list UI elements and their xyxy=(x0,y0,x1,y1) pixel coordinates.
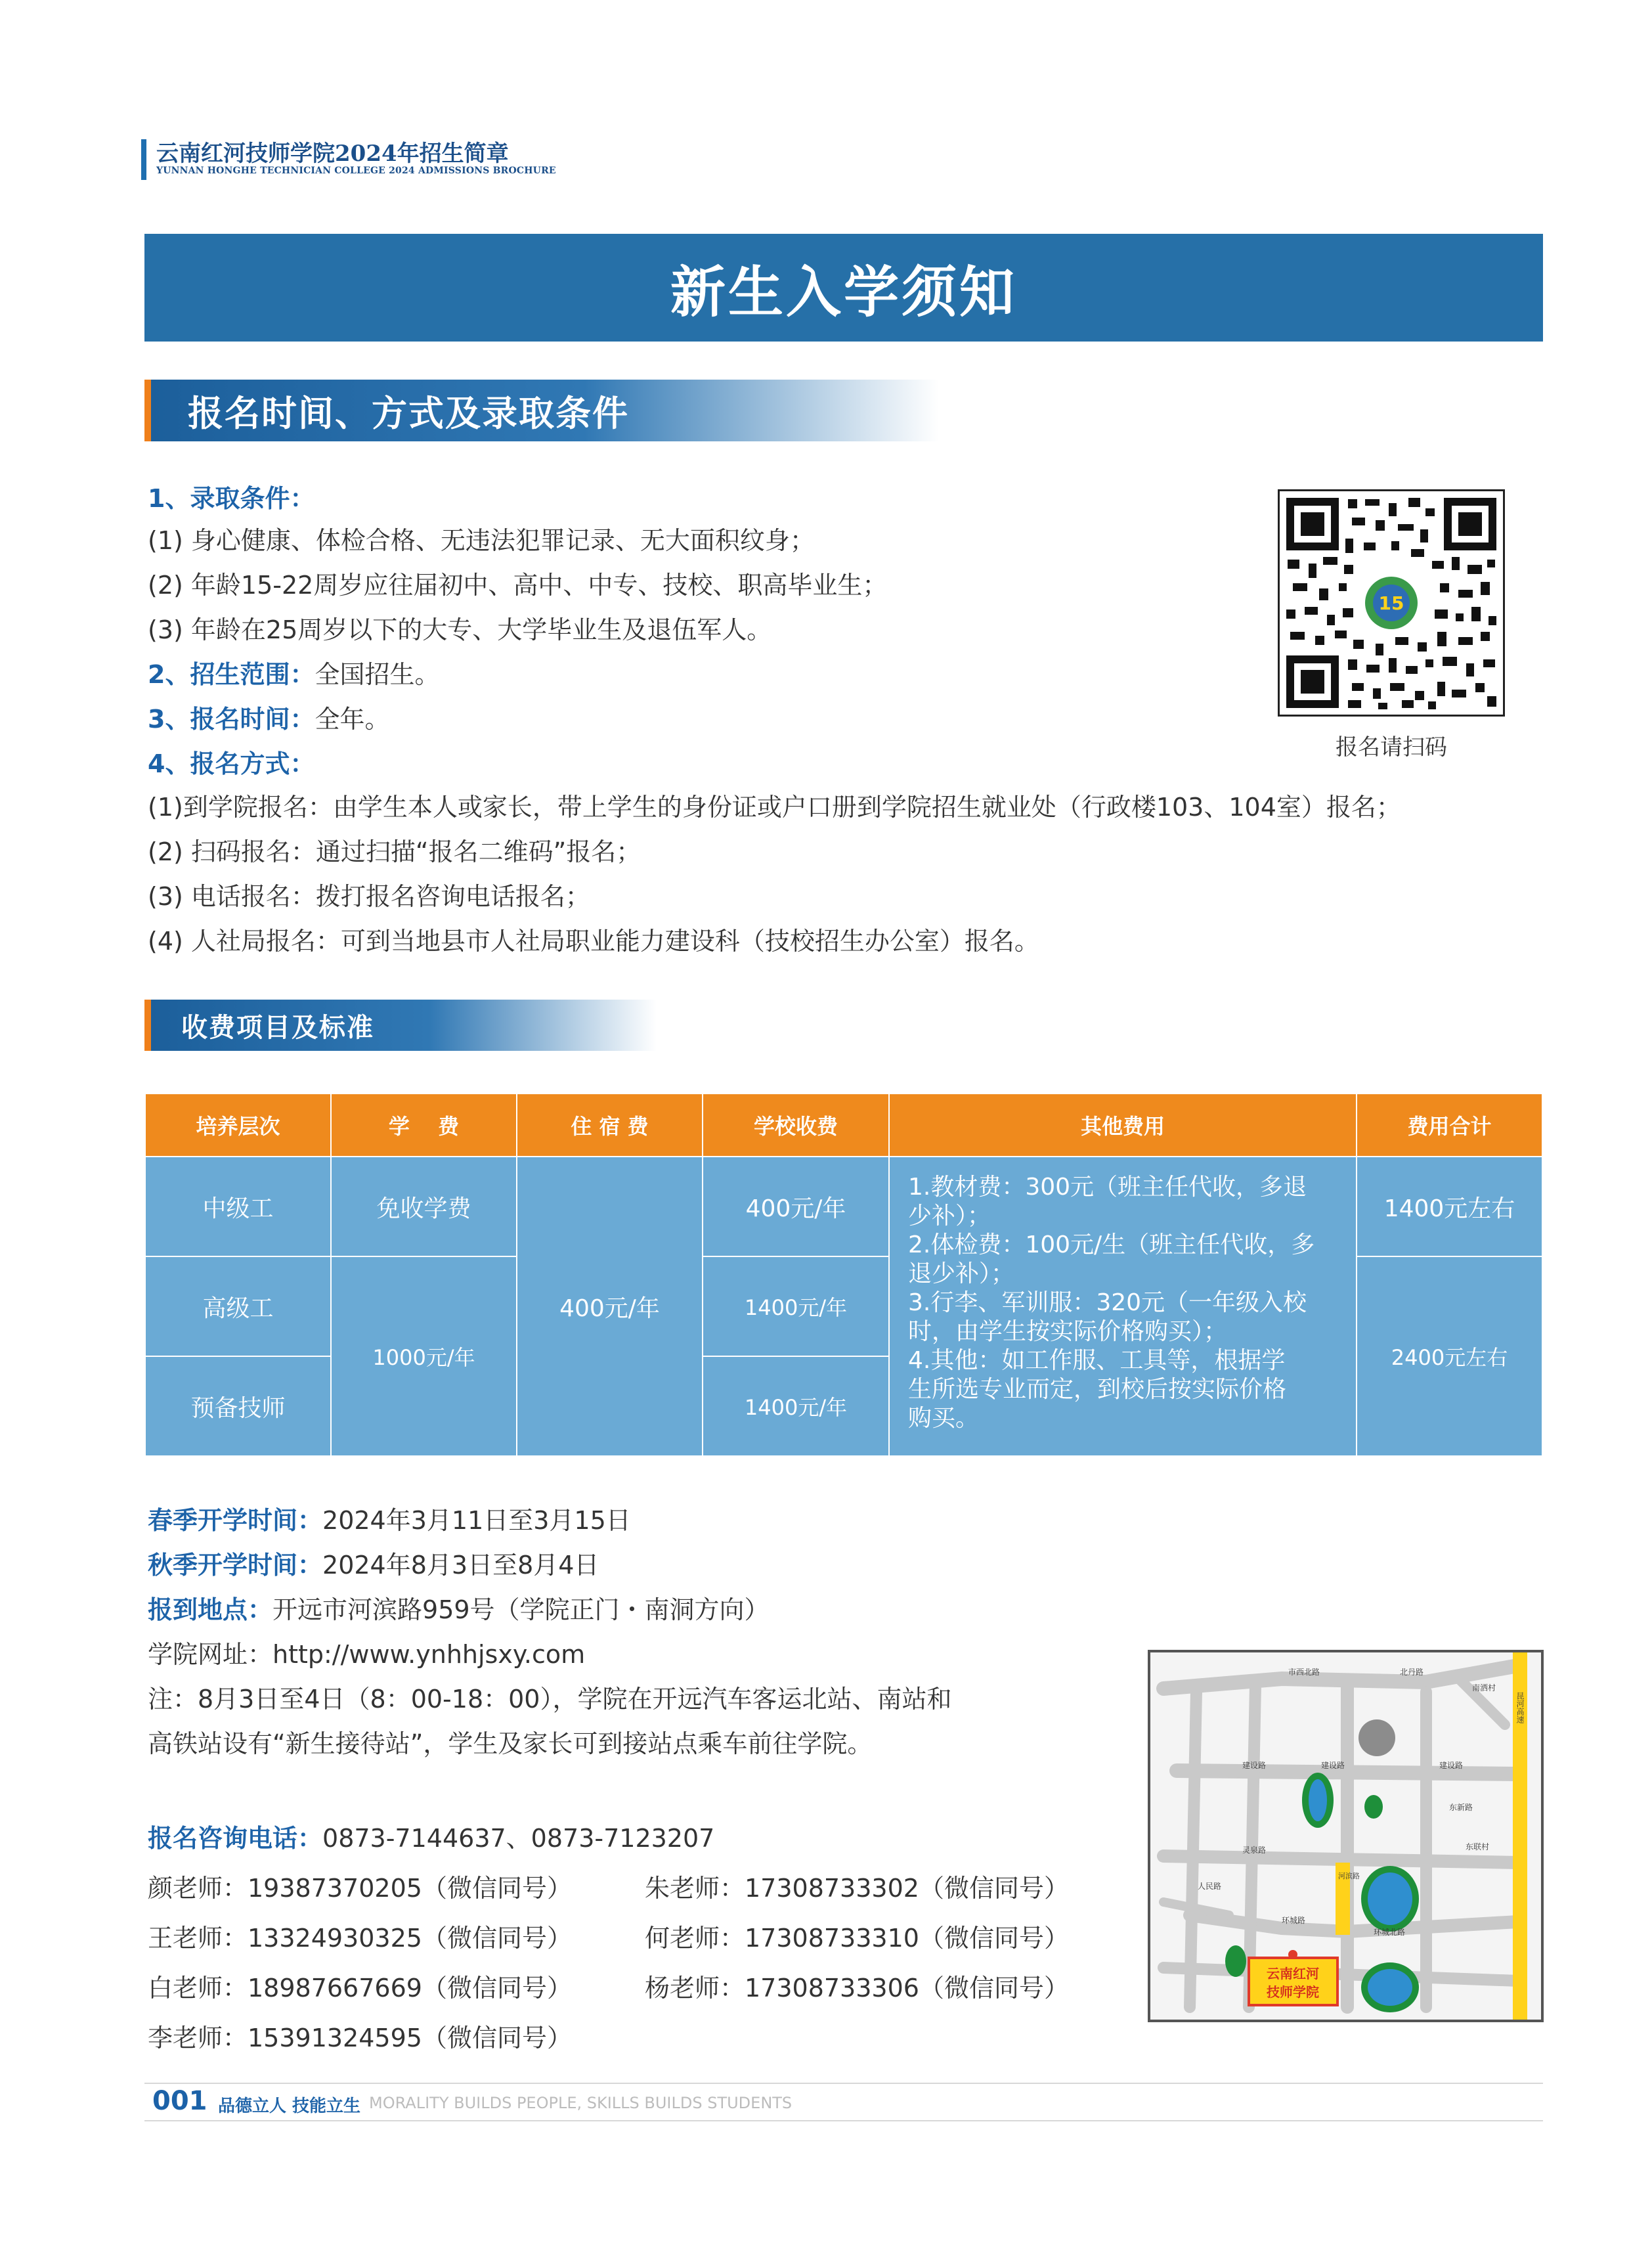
school-fee-cell: 1400元/年 xyxy=(703,1356,889,1456)
teacher-contact: 王老师：13324930325（微信同号） xyxy=(148,1924,572,1953)
section-tick xyxy=(144,1000,151,1051)
school-fee-cell: 400元/年 xyxy=(703,1157,889,1256)
map-label: 东新路 xyxy=(1449,1803,1473,1812)
col-header-dorm: 住 宿 费 xyxy=(517,1094,703,1157)
col-header-total: 费用合计 xyxy=(1357,1094,1542,1157)
method-item: (1)到学院报名：由学生本人或家长，带上学生的身份证或户口册到学院招生就业处（行政楼103、104室）报名； xyxy=(148,793,1401,822)
map-label: 环城路 xyxy=(1282,1916,1306,1925)
footer-slogan-en: MORALITY BUILDS PEOPLE, SKILLS BUILDS STUDENTS xyxy=(369,2094,793,2112)
other-fee-line: 少补）； xyxy=(908,1203,991,1229)
map-label: 河滨路 xyxy=(1338,1872,1360,1880)
map-label: 建设路 xyxy=(1242,1761,1267,1770)
brochure-title: 云南红河技师学院2024年招生简章 xyxy=(156,141,509,167)
teacher-contact: 李老师：15391324595（微信同号） xyxy=(148,2024,572,2052)
other-fees-cell xyxy=(889,1157,1357,1456)
map-label: 昆河高速 xyxy=(1515,1692,1525,1723)
footer-slogan: 品德立人 技能立生 xyxy=(218,2096,361,2116)
page-title: 新生入学须知 xyxy=(670,259,1017,324)
other-fee-line: 1.教材费：300元（班主任代收，多退 xyxy=(908,1174,1307,1201)
col-header-school-fee: 学校收费 xyxy=(703,1094,889,1157)
fee-table-header-row xyxy=(145,1094,1542,1157)
col-header-level: 培养层次 xyxy=(145,1094,331,1157)
condition-item: (1) 身心健康、体检合格、无违法犯罪记录、无大面积纹身； xyxy=(148,526,815,555)
school-fee-cell: 1400元/年 xyxy=(703,1256,889,1356)
admission-condition-label: 1、录取条件： xyxy=(148,484,315,513)
section-heading-band xyxy=(151,380,939,441)
map-label: 环城北路 xyxy=(1374,1928,1406,1937)
table-row xyxy=(145,1157,1542,1256)
report-location: 报到地点：开远市河滨路959号（学院正门・南洞方向） xyxy=(148,1595,770,1624)
teacher-contact: 杨老师：17308733306（微信同号） xyxy=(645,1974,1069,2003)
section-heading-admission xyxy=(144,380,939,441)
page-title-banner xyxy=(144,234,1543,342)
consult-phone: 报名咨询电话：0873-7144637、0873-7123207 xyxy=(148,1824,715,1853)
spring-start: 春季开学时间：2024年3月11日至3月15日 xyxy=(148,1506,631,1535)
section-heading-text: 报名时间、方式及录取条件 xyxy=(188,392,629,434)
map-label: 南洒村 xyxy=(1472,1683,1496,1693)
condition-item: (3) 年龄在25周岁以下的大专、大学毕业生及退伍军人。 xyxy=(148,615,772,644)
page-number: 001 xyxy=(152,2086,207,2116)
registration-qr-code[interactable] xyxy=(1278,489,1505,717)
registration-method-label: 4、报名方式： xyxy=(148,749,315,778)
map-label: 建设路 xyxy=(1439,1761,1464,1770)
total-cell: 1400元左右 xyxy=(1357,1157,1542,1256)
registration-time: 3、报名时间：全年。 xyxy=(148,705,390,734)
campus-location-map[interactable] xyxy=(1148,1650,1544,2022)
qr-pattern xyxy=(1280,491,1503,715)
method-item: (4) 人社局报名：可到当地县市人社局职业能力建设科（技校招生办公室）报名。 xyxy=(148,927,1039,956)
teacher-contact: 何老师：17308733310（微信同号） xyxy=(645,1924,1069,1953)
other-fee-line: 购买。 xyxy=(908,1405,980,1432)
reception-note: 高铁站设有“新生接待站”，学生及家长可到接站点乘车前往学院。 xyxy=(148,1729,873,1758)
other-fee-line: 4.其他：如工作服、工具等，根据学 xyxy=(908,1347,1286,1374)
method-item: (3) 电话报名：拨打报名咨询电话报名； xyxy=(148,882,590,911)
svg-text:15: 15 xyxy=(1378,592,1404,614)
footer-rule xyxy=(144,2083,1543,2084)
section-heading-band xyxy=(151,1000,657,1051)
map-label: 东联村 xyxy=(1466,1842,1490,1851)
map-drawing xyxy=(1150,1652,1541,2020)
header-accent-bar xyxy=(141,139,146,180)
condition-item: (2) 年龄15-22周岁应往届初中、高中、中专、技校、职高毕业生； xyxy=(148,571,888,600)
level-cell: 预备技师 xyxy=(145,1356,331,1456)
reception-note: 注：8月3日至4日（8：00-18：00），学院在开远汽车客运北站、南站和 xyxy=(148,1685,952,1714)
autumn-start: 秋季开学时间：2024年8月3日至8月4日 xyxy=(148,1551,599,1580)
fee-table xyxy=(144,1093,1543,1457)
other-fee-line: 时，由学生按实际价格购买）； xyxy=(908,1318,1228,1345)
col-header-tuition: 学 费 xyxy=(331,1094,517,1157)
teacher-contact: 白老师：18987667669（微信同号） xyxy=(148,1974,572,2003)
section-heading-text: 收费项目及标准 xyxy=(181,1012,374,1043)
tuition-cell: 免收学费 xyxy=(331,1157,517,1256)
tuition-cell: 1000元/年 xyxy=(331,1256,517,1456)
map-label: 建设路 xyxy=(1321,1761,1345,1770)
map-label: 北丹路 xyxy=(1400,1668,1424,1677)
col-header-other: 其他费用 xyxy=(889,1094,1357,1157)
other-fee-line: 3.行李、军训服：320元（一年级入校 xyxy=(908,1289,1307,1316)
college-website[interactable]: 学院网址：http://www.ynhhjsxy.com xyxy=(148,1640,586,1669)
other-fee-line: 退少补）； xyxy=(908,1260,1015,1287)
map-label: 人民路 xyxy=(1198,1882,1222,1891)
recruit-scope: 2、招生范围：全国招生。 xyxy=(148,660,440,689)
footer-rule xyxy=(144,2120,1543,2121)
section-tick xyxy=(144,380,151,441)
level-cell: 高级工 xyxy=(145,1256,331,1356)
other-fee-line: 2.体检费：100元/生（班主任代收，多 xyxy=(908,1231,1315,1258)
method-item: (2) 扫码报名：通过扫描“报名二维码”报名； xyxy=(148,837,641,866)
map-label: 市西北路 xyxy=(1288,1668,1320,1677)
teacher-contact: 颜老师：19387370205（微信同号） xyxy=(148,1874,572,1903)
other-fee-line: 生所选专业而定，到校后按实际价格 xyxy=(908,1376,1287,1403)
school-label-line: 云南红河 xyxy=(1267,1966,1319,1981)
total-cell: 2400元左右 xyxy=(1357,1256,1542,1456)
qr-caption: 报名请扫码 xyxy=(1336,734,1447,761)
level-cell: 中级工 xyxy=(145,1157,331,1256)
section-heading-fees xyxy=(144,1000,657,1051)
map-label: 灵泉路 xyxy=(1242,1846,1267,1855)
teacher-contact: 朱老师：17308733302（微信同号） xyxy=(645,1874,1069,1903)
dorm-cell: 400元/年 xyxy=(517,1157,703,1456)
school-label-line: 技师学院 xyxy=(1267,1984,1319,2000)
brochure-title-en: YUNNAN HONGHE TECHNICIAN COLLEGE 2024 ADMISSIONS BROCHURE xyxy=(156,166,556,176)
